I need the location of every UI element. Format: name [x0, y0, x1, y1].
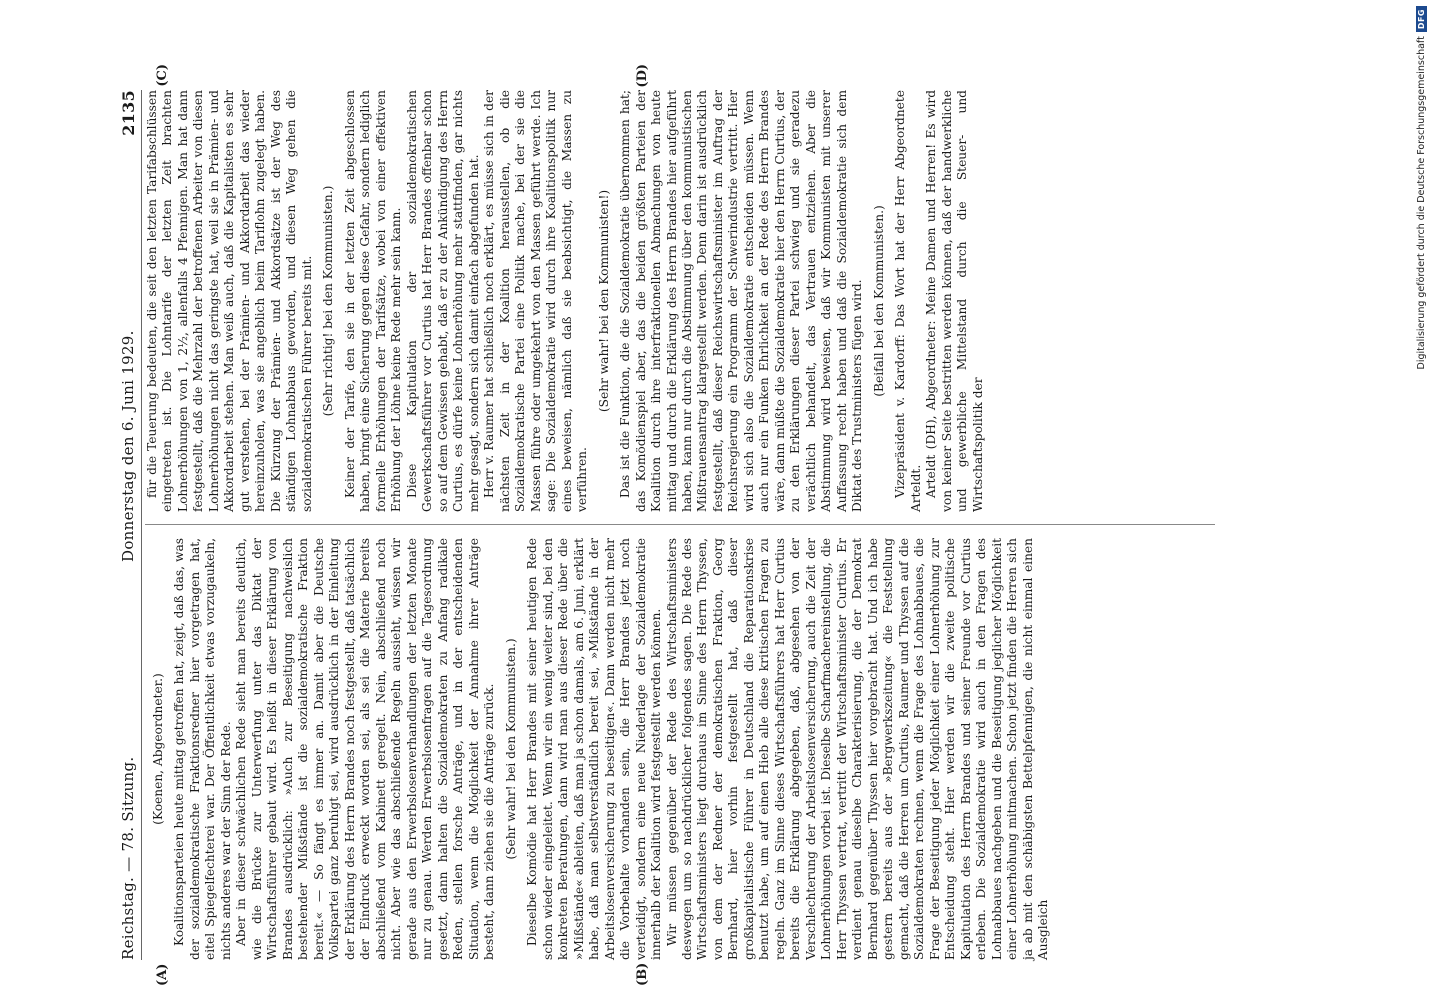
- left-column: [145, 538, 1215, 960]
- paragraph: Koalitionsparteien heute mittag getroffen hat, zeigt, daß das, was der sozialdemokratische Fraktionsredner hier vorgetragen hat, eitel Spiegelfechterei war. Der Öffentlichkeit etwas vorzugaukeln, nichts anderes war der Sinn der Rede.: [172, 538, 233, 960]
- digitization-credit: [1412, 6, 1430, 996]
- header-center: Donnerstag den 6. Juni 1929.: [119, 330, 137, 562]
- paragraph: Vizepräsident v. Kardorff: Das Wort hat der Herr Abgeordnete Arteldt.: [893, 90, 923, 512]
- paragraph: (Koenen, Abgeordneter.): [151, 673, 165, 825]
- marker-a: (A): [155, 963, 170, 986]
- running-head: [115, 90, 142, 960]
- dfg-logo: DFG: [1416, 6, 1427, 32]
- paragraph: Dieselbe Komödie hat Herr Brandes mit seiner heutigen Rede schon wieder eingeleitet. Wenn wir ein wenig weiter sind, bei den konkreten Beratungen, dann wird man aus dieser Rede über die »Mißstände« ableiten, daß man ja schon damals, am 6. Juni, erklärt habe, daß man selbstverständlich bereit sei, »Mißstände in der Arbeitslosenversicherung zu beseitigen«. Dann werden nicht mehr die Vorbehalte vorhanden sein, die Herr Brandes jetzt noch verteidigt, sondern eine neue Niederlage der Sozialdemokratie innerhalb der Koalition wird festgestellt werden können.: [525, 538, 664, 960]
- text-columns: [145, 90, 1215, 960]
- rotated-page: [115, 64, 1215, 986]
- paragraph: (Sehr wahr! bei den Kommunisten.): [503, 638, 518, 860]
- paragraph: Das ist die Funktion, die die Sozialdemokratie übernommen hat; das Komödienspiel aber, das die beiden größten Parteien der Koalition durch ihre interfraktionellen Abmachungen von heute mittag und durch die Erklärung des Herrn Brandes hier aufgeführt haben, kann nur durch die Abstimmung über den kommunistischen Mißtrauensantrag klargestellt werden. Denn darin ist ausdrücklich festgestellt, daß dieser Reichswirtschaftsminister im Auftrag der Reichsregierung ein Programm der Schwerindustrie vertritt. Hier wird sich also die Sozialdemokratie entscheiden müssen. Wenn auch nur ein Funken Ehrlichkeit an der Rede des Herrn Brandes wäre, dann müßte die Sozialdemokratie hier den Herrn Curtius, der zu den Erklärungen dieser Partei schwieg und sie geradezu verächtlich behandelt, das Vertrauen entziehen. Aber die Abstimmung wird beweisen, daß wir Kommunisten mit unserer Auffassung recht haben und daß die Sozialdemokratie sich dem Diktat des Trustministers fügen wird.: [618, 90, 865, 512]
- page-number: 2135: [118, 90, 138, 136]
- marker-c: (C): [155, 64, 170, 87]
- paragraph: (Sehr wahr! bei den Kommunisten!): [596, 189, 611, 413]
- paragraph: (Beifall bei den Kommunisten.): [871, 205, 886, 397]
- right-column: [145, 90, 1215, 512]
- paragraph: Herr v. Raumer hat schließlich noch erklärt, es müsse sich in der nächsten Zeit in der Koalition herausstellen, ob die Sozialdemokratische Partei eine Politik mache, bei der sie die Massen führe oder umgekehrt von den Massen geführt werde. Ich sage: Die Sozialdemokratie wird durch ihre Koalitionspolitik nur eines beweisen, nämlich daß sie beabsichtigt, die Massen zu verführen.: [482, 90, 590, 512]
- credit-text: Digitalisierung gefördert durch die Deutsche Forschungsgemeinschaft: [1415, 36, 1427, 370]
- paragraph: Arteldt (DH), Abgeordneter: Meine Damen und Herren! Es wird von keiner Seite bestritten werden können, daß der handwerkliche und gewerbliche Mittelstand durch die Steuer- und Wirtschaftspolitik der: [924, 90, 985, 512]
- paragraph: für die Teuerung bedeuten, die seit den letzten Tarifabschlüssen eingetreten ist. Die Lohntarife der letzten Zeit brachten Lohnerhöhungen von 1, 2½, allenfalls 4 Pfennigen. Man hat dann festgestellt, daß die Mehrzahl der betroffenen Arbeiter von diesen Lohnerhöhungen nicht das geringste hat, weil sie in Prämien- und Akkordarbeit stehen. Man weiß auch, daß die Kapitalisten es sehr gut verstehen, bei der Prämien- und Akkordarbeit das wieder hereinzuholen, was sie angeblich beim Tariflohn zugelegt haben. Die Kürzung der Prämien- und Akkordsätze ist der Weg des ständigen Lohnabbaus geworden, und diesen Weg gehen die sozialdemokratischen Führer bereits mit.: [145, 90, 314, 512]
- paragraph: Keiner der Tarife, den sie in der letzten Zeit abgeschlossen haben, bringt eine Sicherung gegen diese Gefahr, sondern lediglich formelle Erhöhungen der Tarifsätze, wobei von einer effektiven Erhöhung der Löhne keine Rede mehr sein kann.: [342, 90, 404, 512]
- marker-d: (D): [635, 64, 650, 88]
- paragraph: Wir müssen gegenüber der Rede des Wirtschaftsministers deswegen um so nachdrücklicher folgendes sagen. Die Rede des Wirtschaftsministers liegt durchaus im Sinne des Herrn Thyssen, von dem der Redner der demokratischen Fraktion, Georg Bernhard, hier vorhin festgestellt hat, daß dieser großkapitalistische Führer in Deutschland die Reparationskrise benutzt habe, um auf einen Hieb alle diese kritischen Fragen zu regeln. Ganz im Sinne dieses Wirtschaftsführers hat Herr Curtius bereits die Erklärung abgegeben, daß, abgesehen von der Verschlechterung der Arbeitslosenversicherung, auch die Zeit der Lohnerhöhungen vorbei ist. Dieselbe Scharfmachereinstellung, die Herr Thyssen vertrat, vertritt der Wirtschaftsminister Curtius. Er verdient genau dieselbe Charakterisierung, die der Demokrat Bernhard gegenüber Thyssen hier vorgebracht hat. Und ich habe gestern bereits aus der »Bergwerkszeitung« die Feststellung gemacht, daß die Herren um Curtius, Raumer und Thyssen auf die Sozialdemokraten rechnen, wenn die Frage des Lohnabbaues, die Frage der Beseitigung jeder Möglichkeit einer Lohnerhöhung zur Entscheidung steht. Hier werden wir die zweite politische Kapitulation des Herrn Brandes und seiner Freunde vor Curtius erleben. Die Sozialdemokratie wird auch in den Fragen des Lohnabbaues nachgeben und die Beseitigung jeglicher Möglichkeit einer Lohnerhöhung mitmachen. Schon jetzt finden die Herren sich ja ab mit den schäbigsten Bettelpfennigen, die nicht einmal einen Ausgleich: [664, 538, 1051, 960]
- paragraph: (Sehr richtig! bei den Kommunisten.): [321, 185, 336, 417]
- paragraph: Diese Kapitulation der sozialdemokratischen Gewerkschaftsführer vor Curtius hat Herr Brandes offenbar schon so auf dem Gewissen gehabt, daß er zu der Ankündigung des Herrn Curtius, es dürfe keine Lohnerhöhung mehr stattfinden, gar nichts mehr gesagt, sondern sich damit einfach abgefunden hat.: [404, 90, 481, 512]
- header-left: Reichstag. — 78. Sitzung.: [119, 756, 137, 960]
- page: [115, 64, 1215, 986]
- marker-b: (B): [635, 962, 650, 986]
- paragraph: Aber in dieser schwächlichen Rede sieht man bereits deutlich, wie die Brücke zur Unterwerfung unter das Diktat der Wirtschaftsführer gebaut wird. Es heißt in dieser Erklärung von Brandes ausdrücklich: »Auch zur Beseitigung nachweislich bestehender Mißstände ist die sozialdemokratische Fraktion bereit.« — So fängt es immer an. Damit aber die Deutsche Volkspartei ganz beruhigt sei, wird ausdrücklich in der Einleitung der Erklärung des Herrn Brandes noch festgestellt, daß tatsächlich der Eindruck erweckt worden sei, als sei die Materie bereits abschließend vom Kabinett geregelt. Nein, abschließend noch nicht. Aber wie das abschließende Regeln aussieht, wissen wir gerade aus den Erwerbslosenverhandlungen der letzten Monate nur zu genau. Werden Erwerbslosenfragen auf die Tagesordnung gesetzt, dann halten die Sozialdemokraten zu Anfang radikale Reden, stellen forsche Anträge, und in der entscheidenden Situation, wenn die Möglichkeit der Annahme ihrer Anträge besteht, dann ziehen sie die Anträge zurück.: [234, 538, 497, 960]
